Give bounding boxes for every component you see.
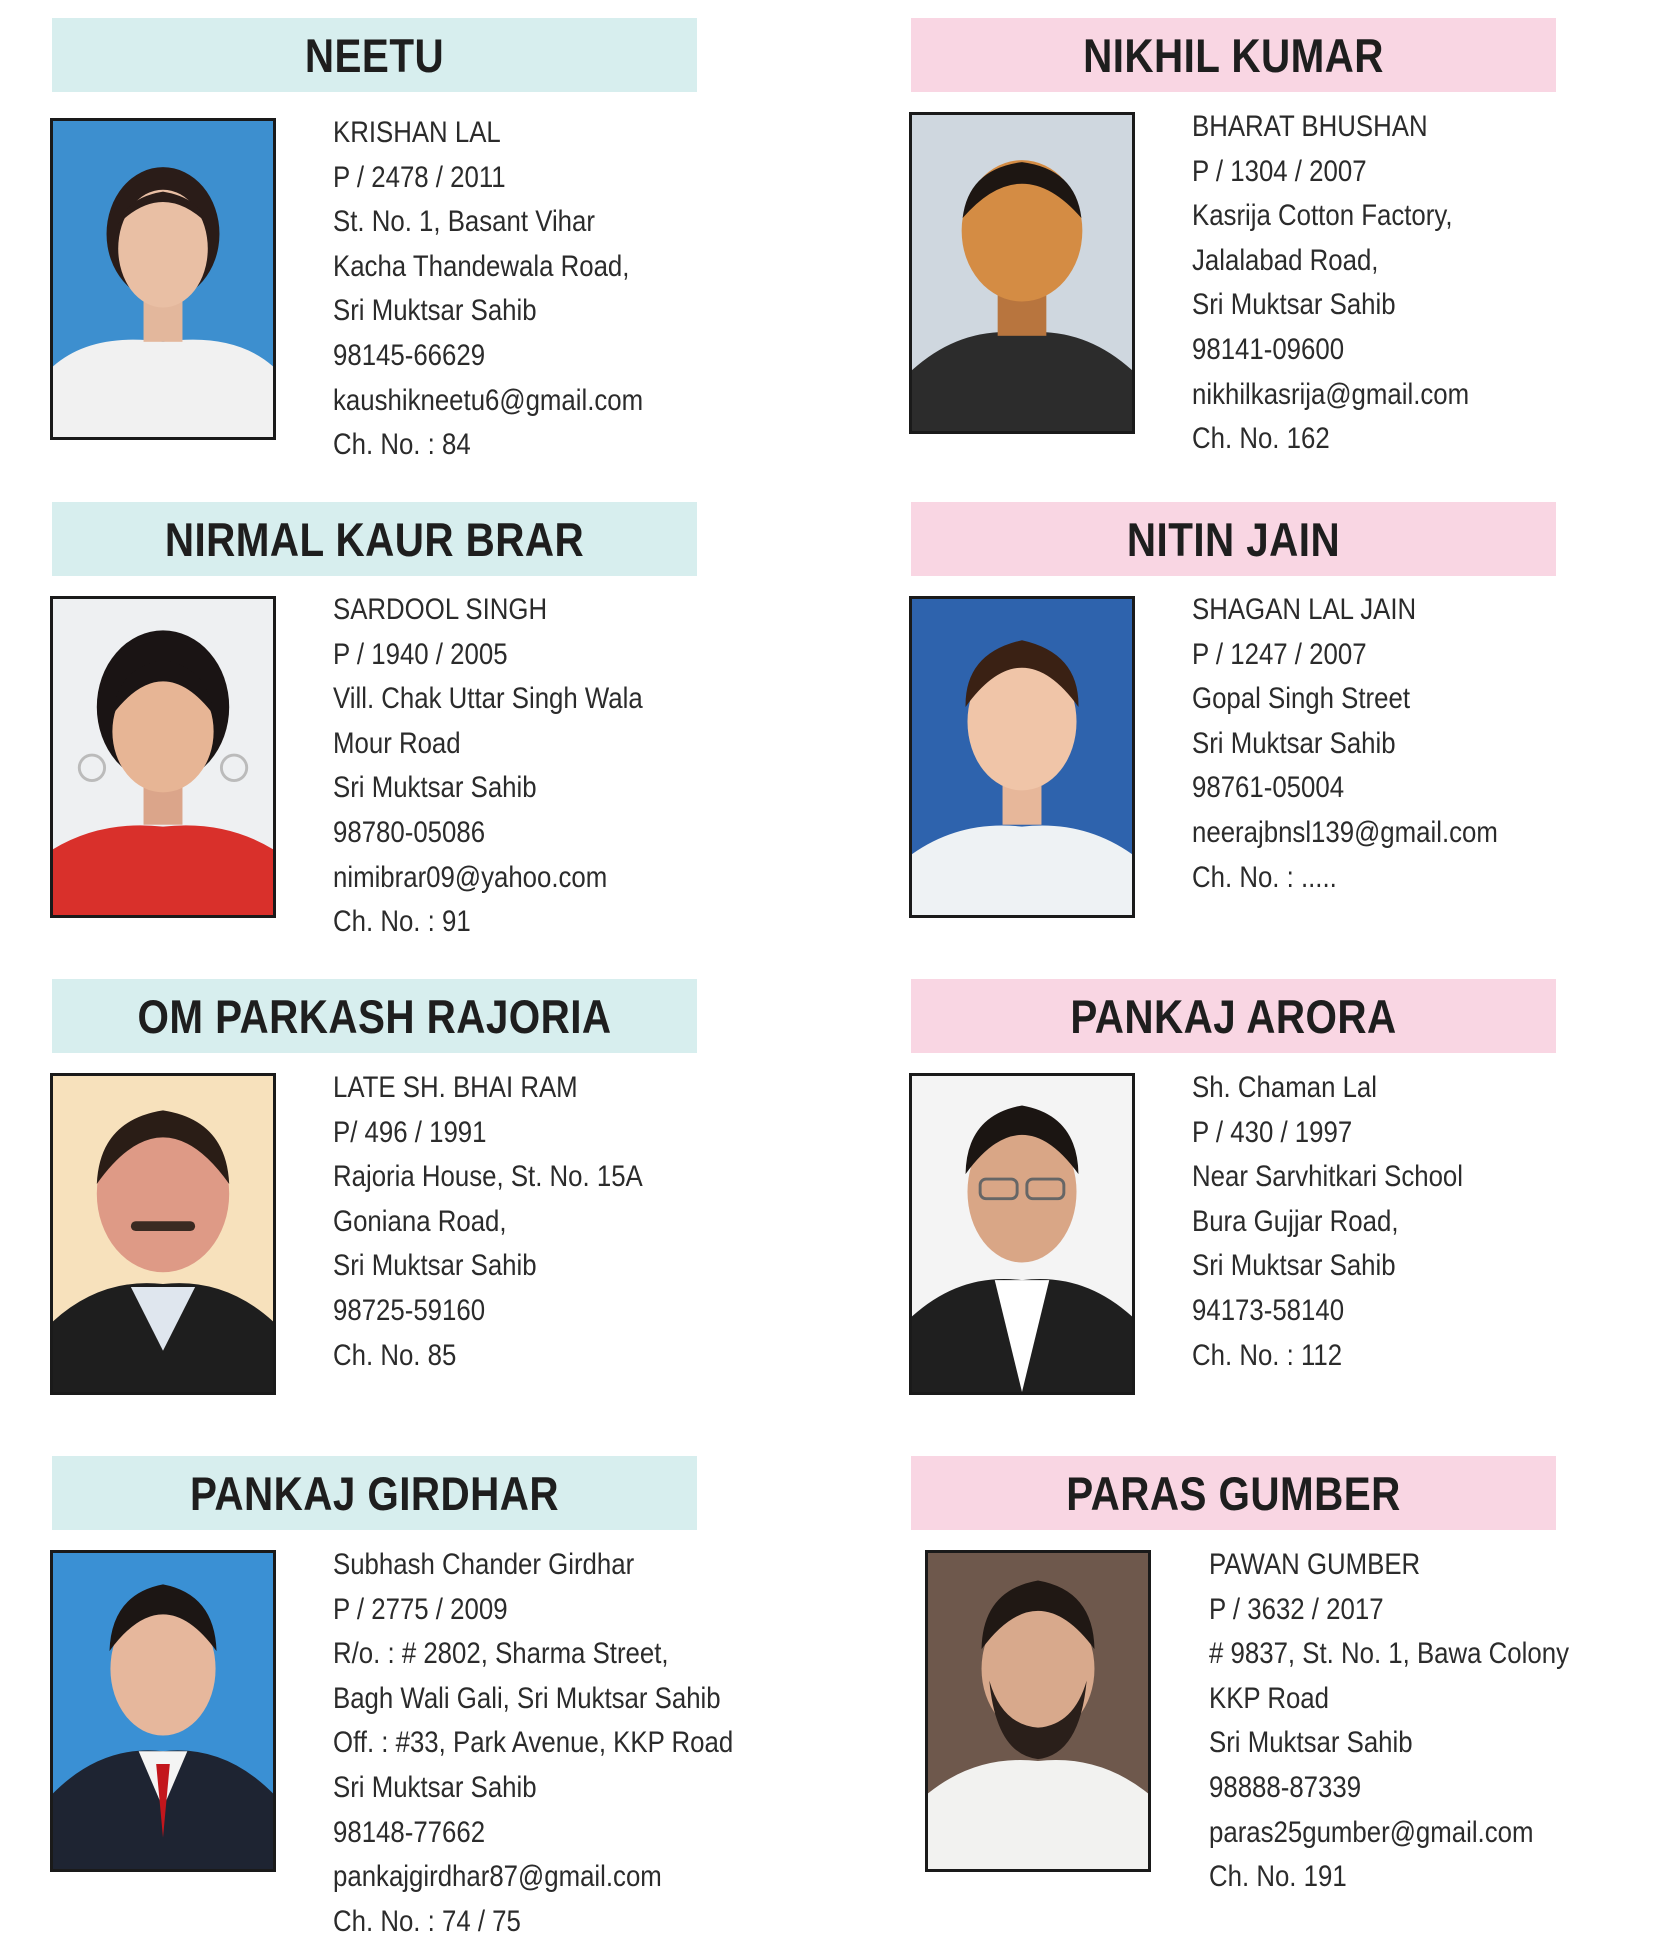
enrolment-number: P / 2775 / 2009 — [333, 1592, 508, 1626]
member-photo — [909, 112, 1135, 434]
address-line: Near Sarvhitkari School — [1192, 1160, 1464, 1194]
email-address: kaushikneetu6@gmail.com — [333, 383, 644, 417]
member-details — [333, 588, 693, 945]
email-address: paras25gumber@gmail.com — [1209, 1815, 1534, 1849]
chamber-number: Ch. No. : 91 — [333, 905, 471, 939]
address-line: Goniana Road, — [333, 1204, 507, 1238]
member-details — [333, 1066, 693, 1378]
name-banner — [911, 979, 1556, 1053]
member-name: NITIN JAIN — [1126, 512, 1341, 566]
chamber-number: Ch. No. 85 — [333, 1338, 457, 1372]
chamber-number: Ch. No. 191 — [1209, 1860, 1347, 1894]
address-line: Mour Road — [333, 726, 461, 760]
parent-name: SHAGAN LAL JAIN — [1192, 593, 1417, 626]
member-details — [333, 111, 694, 468]
member-photo — [909, 1073, 1135, 1395]
parent-name: Subhash Chander Girdhar — [333, 1548, 635, 1581]
phone-number: 98888-87339 — [1209, 1770, 1362, 1804]
address-line: Sri Muktsar Sahib — [333, 294, 537, 328]
name-banner — [911, 502, 1556, 576]
name-banner — [52, 979, 697, 1053]
address-line: Kacha Thandewala Road, — [333, 249, 630, 283]
member-name: OM PARKASH RAJORIA — [137, 989, 612, 1043]
parent-name: LATE SH. BHAI RAM — [333, 1071, 578, 1104]
member-photo — [925, 1550, 1151, 1872]
member-photo — [50, 596, 276, 918]
address-line: Sri Muktsar Sahib — [333, 1249, 537, 1283]
name-banner — [911, 1456, 1556, 1530]
chamber-number: Ch. No. : 112 — [1192, 1338, 1343, 1372]
member-name: PANKAJ ARORA — [1070, 989, 1397, 1043]
member-photo — [50, 1550, 276, 1872]
address-line: Sri Muktsar Sahib — [1192, 726, 1396, 760]
member-details — [1209, 1543, 1628, 1900]
phone-number: 98141-09600 — [1192, 332, 1345, 366]
enrolment-number: P / 430 / 1997 — [1192, 1115, 1353, 1149]
phone-number: 98145-66629 — [333, 338, 486, 372]
member-photo — [50, 1073, 276, 1395]
address-line: Gopal Singh Street — [1192, 682, 1411, 716]
chamber-number: Ch. No. : 84 — [333, 428, 471, 462]
name-banner — [52, 18, 697, 92]
member-details — [333, 1543, 798, 1944]
email-address: nimibrar09@yahoo.com — [333, 860, 608, 894]
address-line: Sri Muktsar Sahib — [1209, 1726, 1413, 1760]
chamber-number: Ch. No. : 74 / 75 — [333, 1904, 521, 1938]
email-address: pankajgirdhar87@gmail.com — [333, 1860, 662, 1894]
parent-name: Sh. Chaman Lal — [1192, 1071, 1378, 1104]
chamber-number: Ch. No. : ..... — [1192, 860, 1337, 894]
office-address: Off. : #33, Park Avenue, KKP Road — [333, 1726, 734, 1760]
parent-name: PAWAN GUMBER — [1209, 1548, 1421, 1581]
member-name: NIRMAL KAUR BRAR — [164, 512, 585, 566]
email-address: neerajbnsl139@gmail.com — [1192, 815, 1498, 849]
address-line: R/o. : # 2802, Sharma Street, — [333, 1637, 669, 1671]
enrolment-number: P / 1247 / 2007 — [1192, 637, 1367, 671]
name-banner — [911, 18, 1556, 92]
parent-name: SARDOOL SINGH — [333, 593, 548, 626]
enrolment-number: P / 3632 / 2017 — [1209, 1592, 1384, 1626]
address-line: Kasrija Cotton Factory, — [1192, 199, 1453, 233]
address-line: # 9837, St. No. 1, Bawa Colony — [1209, 1637, 1569, 1671]
address-line: St. No. 1, Basant Vihar — [333, 205, 595, 239]
phone-number: 98780-05086 — [333, 815, 486, 849]
address-line: Sri Muktsar Sahib — [333, 1770, 537, 1804]
member-details — [1192, 1066, 1507, 1378]
member-name: PARAS GUMBER — [1066, 1466, 1401, 1520]
member-photo — [909, 596, 1135, 918]
address-line: KKP Road — [1209, 1681, 1330, 1715]
phone-number: 98725-59160 — [333, 1293, 486, 1327]
address-line: Rajoria House, St. No. 15A — [333, 1160, 643, 1194]
name-banner — [52, 1456, 697, 1530]
member-details — [1192, 105, 1514, 462]
email-address: nikhilkasrija@gmail.com — [1192, 377, 1470, 411]
member-details — [1192, 588, 1548, 900]
member-photo — [50, 118, 276, 440]
enrolment-number: P / 2478 / 2011 — [333, 160, 506, 194]
enrolment-number: P / 1304 / 2007 — [1192, 154, 1367, 188]
address-line: Bagh Wali Gali, Sri Muktsar Sahib — [333, 1681, 721, 1715]
address-line: Vill. Chak Uttar Singh Wala — [333, 682, 643, 716]
parent-name: BHARAT BHUSHAN — [1192, 110, 1428, 143]
address-line: Sri Muktsar Sahib — [1192, 288, 1396, 322]
address-line: Sri Muktsar Sahib — [333, 771, 537, 805]
phone-number: 98148-77662 — [333, 1815, 486, 1849]
member-name: PANKAJ GIRDHAR — [189, 1466, 560, 1520]
member-name: NEETU — [304, 28, 445, 82]
member-name: NIKHIL KUMAR — [1083, 28, 1384, 82]
chamber-number: Ch. No. 162 — [1192, 422, 1330, 456]
phone-number: 98761-05004 — [1192, 771, 1345, 805]
enrolment-number: P / 1940 / 2005 — [333, 637, 508, 671]
enrolment-number: P/ 496 / 1991 — [333, 1115, 487, 1149]
address-line: Jalalabad Road, — [1192, 243, 1379, 277]
phone-number: 94173-58140 — [1192, 1293, 1345, 1327]
address-line: Bura Gujjar Road, — [1192, 1204, 1399, 1238]
parent-name: KRISHAN LAL — [333, 116, 501, 149]
name-banner — [52, 502, 697, 576]
address-line: Sri Muktsar Sahib — [1192, 1249, 1396, 1283]
